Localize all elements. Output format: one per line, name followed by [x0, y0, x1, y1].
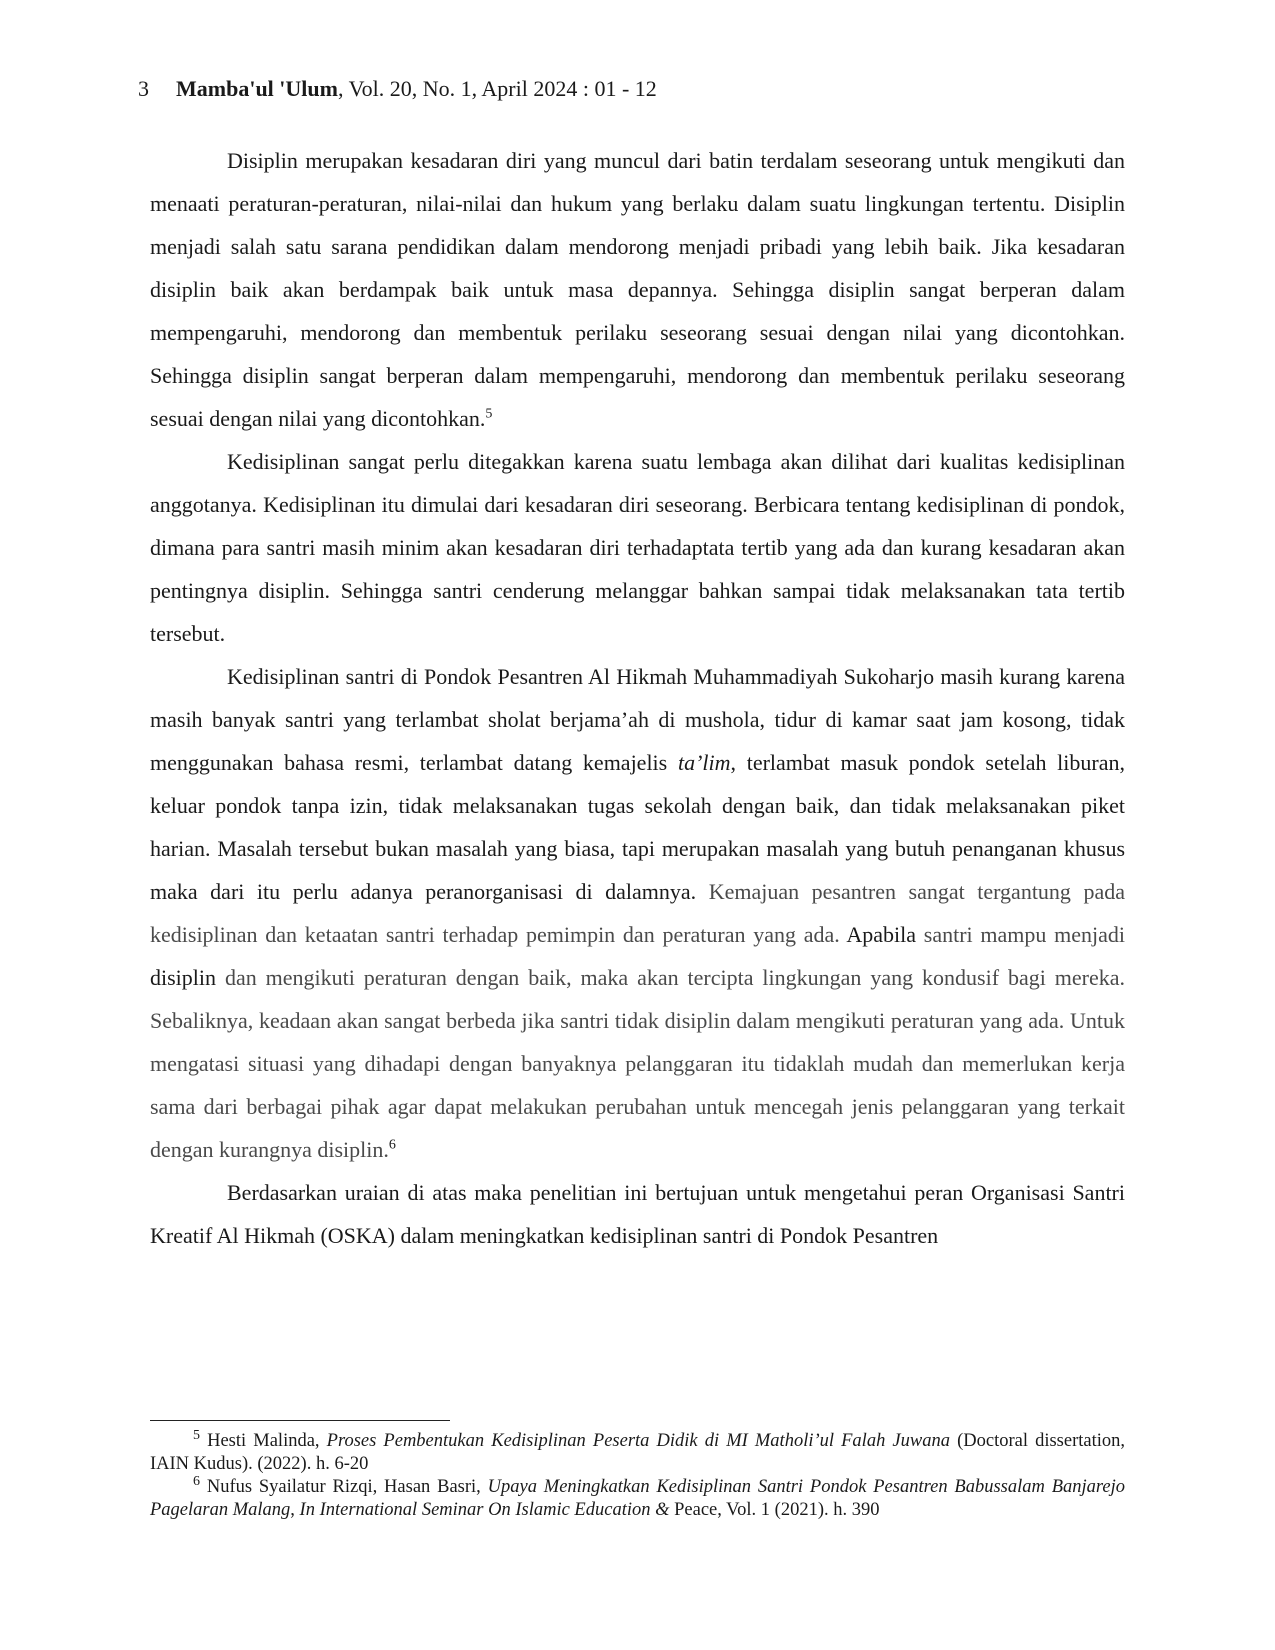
- footnotes: [150, 1427, 1126, 1522]
- paragraph-3-text-d: Apabila: [839, 922, 916, 947]
- paragraph-3-text-g: dan mengikuti peraturan dengan baik, maka akan tercipta lingkungan yang kondusif bagi mereka. Sebaliknya, keadaan akan sangat berbeda jika santri tidak disiplin dalam mengikuti peraturan yang ada. Untuk mengatasi situasi yang dihadapi dengan banyaknya pelanggaran itu tidaklah mudah dan memerlukan kerja sama dari berbagai pihak agar dapat melakukan perubahan untuk mencegah jenis pelanggaran yang terkait dengan kurangnya disiplin.: [150, 965, 1125, 1162]
- footnote-6-title: Upaya Meningkatkan Kedisiplinan Santri Pondok Pesantren Babussalam Banjarejo Pagelaran Malang: [150, 1477, 1126, 1520]
- footnote-6: [150, 1473, 1126, 1522]
- journal-name: Mamba'ul 'Ulum: [176, 76, 338, 101]
- paragraph-2: Kedisiplinan sangat perlu ditegakkan karena suatu lembaga akan dilihat dari kualitas kedisiplinan anggotanya. Kedisiplinan itu dimulai dari kesadaran diri seseorang. Berbicara tentang kedisiplinan di pondok, dimana para santri masih minim akan kesadaran diri terhadaptata tertib yang ada dan kurang kesadaran akan pentingnya disiplin. Sehingga santri cenderung melanggar bahkan sampai tidak melaksanakan tata tertib tersebut.: [150, 449, 1125, 646]
- footnote-6-rest: Peace, Vol. 1 (2021). h. 390: [669, 1500, 880, 1520]
- page-number: 3: [138, 76, 149, 101]
- footnote-ref-5[interactable]: 5: [485, 406, 493, 422]
- footnote-6-number: 6: [193, 1473, 200, 1489]
- running-header: [138, 74, 657, 104]
- footnote-5-author: Hesti Malinda,: [200, 1431, 327, 1451]
- footnote-6-author: Nufus Syailatur Rizqi, Hasan Basri,: [200, 1477, 488, 1497]
- paragraph-3-text-f: disiplin: [150, 965, 217, 990]
- paragraph-1-text: Disiplin merupakan kesadaran diri yang muncul dari batin terdalam seseorang untuk mengikuti dan menaati peraturan-peraturan, nilai-nilai dan hukum yang berlaku dalam suatu lingkungan tertentu. Disiplin menjadi salah satu sarana pendidikan dalam mendorong menjadi pribadi yang lebih baik. Jika kesadaran disiplin baik akan berdampak baik untuk masa depannya. Sehingga disiplin sangat berperan dalam mempengaruhi, mendorong dan membentuk perilaku seseorang sesuai dengan nilai yang dicontohkan. Sehingga disiplin sangat berperan dalam mempengaruhi, mendorong dan membentuk perilaku seseorang sesuai dengan nilai yang dicontohkan.: [150, 148, 1125, 431]
- paragraph-1: [150, 139, 1125, 440]
- paragraph-3: [150, 655, 1125, 1171]
- body-text: [150, 139, 1125, 1257]
- footnote-5-rest: (Doctoral dissertation, IAIN Kudus). (2022). h. 6-20: [150, 1431, 1125, 1474]
- footnote-5: [150, 1427, 1125, 1476]
- footnote-6-venue: In International Seminar On Islamic Education &: [299, 1500, 670, 1520]
- paragraph-3-italic-term: ta’lim: [677, 750, 731, 775]
- paragraph-3-text-a: Kedisiplinan santri di Pondok Pesantren Al Hikmah Muhammadiyah Sukoharjo masih kurang karena masih banyak santri yang terlambat sholat berjama’ah di mushola, tidur di kamar saat jam kosong, tidak menggunakan bahasa resmi, terlambat datang kemajelis: [150, 664, 1125, 775]
- paragraph-3-text-c: Kemajuan pesantren sangat tergantung pada kedisiplinan dan ketaatan santri terhadap pemimpin dan peraturan yang ada.: [150, 879, 1126, 947]
- paragraph-3-text-e: santri mampu menjadi: [916, 922, 1125, 947]
- issue-info: , Vol. 20, No. 1, April 2024 : 01 - 12: [337, 76, 657, 101]
- footnote-5-number: 5: [193, 1427, 200, 1443]
- footnote-separator: [150, 1420, 450, 1421]
- footnote-ref-6[interactable]: 6: [388, 1137, 396, 1153]
- paragraph-4: Berdasarkan uraian di atas maka penelitian ini bertujuan untuk mengetahui peran Organisasi Santri Kreatif Al Hikmah (OSKA) dalam meningkatkan kedisiplinan santri di Pondok Pesantren: [150, 1180, 1125, 1248]
- paragraph-3-text-b: , terlambat masuk pondok setelah liburan, keluar pondok tanpa izin, tidak melaksanakan tugas sekolah dengan baik, dan tidak melaksanakan piket harian. Masalah tersebut bukan masalah yang biasa, tapi merupakan masalah yang butuh penanganan khusus maka dari itu perlu adanya peranorganisasi di dalamnya.: [150, 750, 1125, 904]
- footnote-5-title: Proses Pembentukan Kedisiplinan Peserta Didik di MI Matholi’ul Falah Juwana: [326, 1431, 950, 1451]
- footnote-6-sep: ,: [290, 1500, 300, 1520]
